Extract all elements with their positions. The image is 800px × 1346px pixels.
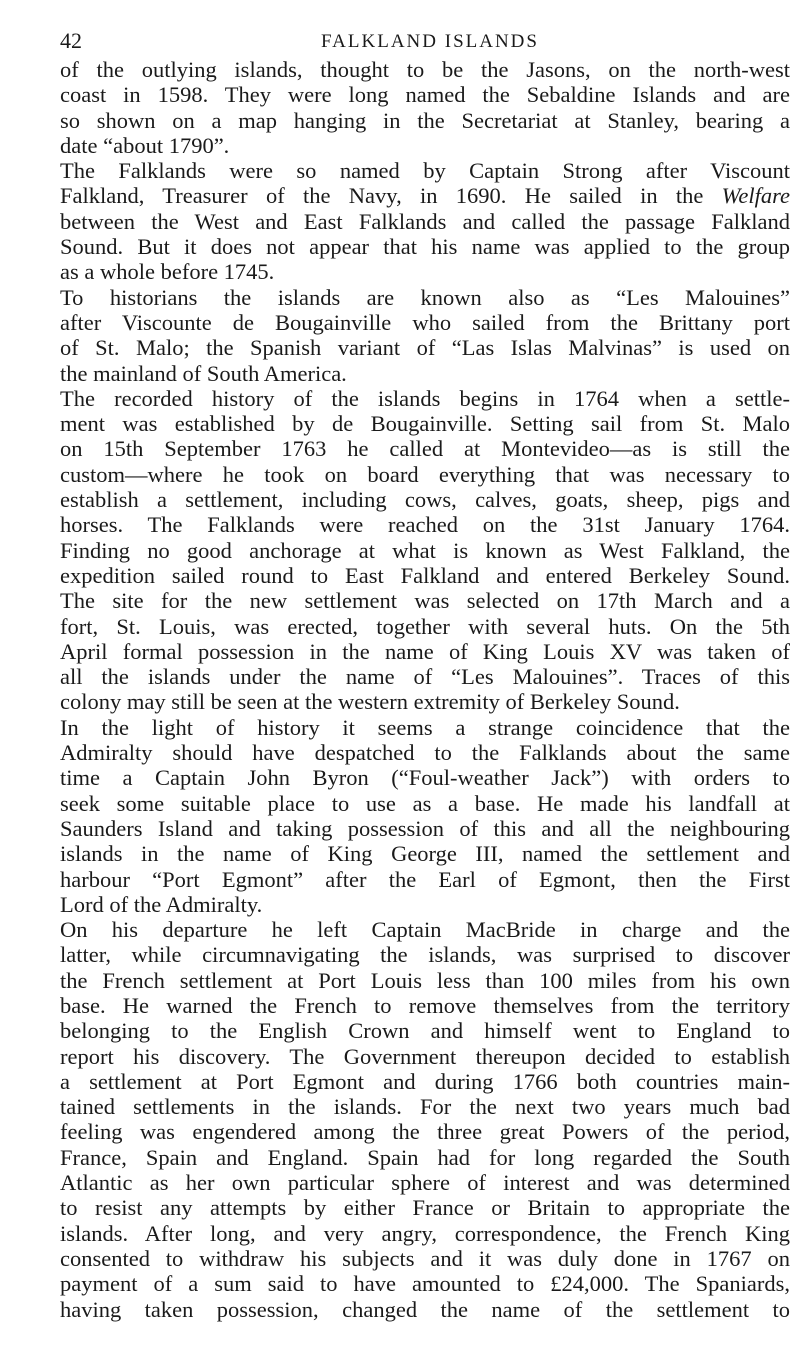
text-line [60, 1119, 790, 1144]
text-line [60, 335, 790, 360]
line-text: feeling was engendered among the three great Powers of the period, [60, 1119, 790, 1145]
paragraph [60, 917, 790, 1322]
line-text: Saunders Island and taking possession of this and all the neighbouring [60, 815, 790, 841]
text-line [60, 715, 790, 740]
line-text: so shown on a map hanging in the Secretariat at Stanley, bearing a [60, 107, 790, 133]
line-text: the mainland of South America. [60, 360, 347, 386]
text-line [60, 993, 790, 1018]
text-line [60, 664, 790, 689]
line-text: report his discovery. The Government thereupon decided to establish [60, 1043, 790, 1069]
line-text: Lord of the Admiralty. [60, 891, 263, 917]
line-text: islands. After long, and very angry, correspondence, the French King [60, 1220, 790, 1246]
text-line [60, 740, 790, 765]
text-line [60, 133, 790, 158]
ship-name: Welfare [721, 183, 790, 209]
text-line [60, 1094, 790, 1119]
text-line [60, 1170, 790, 1195]
line-text: horses. The Falklands were reached on the 31st January 1764. [60, 512, 790, 538]
line-text: The Falklands were so named by Captain Strong after Viscount [60, 158, 790, 184]
line-text: fort, St. Louis, was erected, together with several huts. On the 5th [60, 613, 790, 639]
paragraph [60, 715, 790, 917]
text-line [60, 1195, 790, 1220]
line-text: having taken possession, changed the name of the settlement to [60, 1296, 790, 1322]
text-line [60, 867, 790, 892]
text-line [60, 310, 790, 335]
line-text: colony may still be seen at the western extremity of Berkeley Sound. [60, 689, 680, 715]
line-text: In the light of history it seems a strange coincidence that the [60, 714, 790, 740]
line-text: Admiralty should have despatched to the Falklands about the same [60, 740, 790, 766]
text-line [60, 1271, 790, 1296]
text-line [60, 689, 790, 714]
text-line [60, 614, 790, 639]
line-text: belonging to the English Crown and himself went to England to [60, 1018, 790, 1044]
text-line [60, 386, 790, 411]
line-text: between the West and East Falklands and called the passage Falkland [60, 208, 790, 234]
line-text: To historians the islands are known also as “Les Malouines” [60, 284, 790, 310]
text-line [60, 285, 790, 310]
text-line [60, 436, 790, 461]
line-text: date “about 1790”. [60, 132, 230, 158]
line-text: custom—where he took on board everything that was necessary to [60, 461, 790, 487]
text-line [60, 1069, 790, 1094]
line-text: tained settlements in the islands. For the next two years much bad [60, 1094, 790, 1120]
text-line [60, 588, 790, 613]
text-line [60, 791, 790, 816]
line-text: Sound. But it does not appear that his name was applied to the group [60, 234, 790, 260]
line-text: on 15th September 1763 he called at Montevideo—as is still the [60, 436, 790, 462]
line-text: payment of a sum said to have amounted to £24,000. The Spaniards, [60, 1271, 790, 1297]
text-line [60, 108, 790, 133]
line-text: ment was established by de Bougainville. Setting sail from St. Malo [60, 411, 790, 437]
line-text: coast in 1598. They were long named the Sebaldine Islands and are [60, 82, 790, 108]
text-line [60, 917, 790, 942]
text-line [60, 487, 790, 512]
text-line [60, 209, 790, 234]
line-text: France, Spain and England. Spain had for long regarded the South [60, 1144, 790, 1170]
text-line [60, 563, 790, 588]
text-line [60, 1297, 790, 1322]
line-text: consented to withdraw his subjects and it was duly done in 1767 on [60, 1245, 790, 1271]
line-text: a settlement at Port Egmont and during 1766 both countries main- [60, 1068, 790, 1094]
text-line [60, 538, 790, 563]
paragraph [60, 57, 790, 158]
paragraph [60, 285, 790, 386]
text-line [60, 57, 790, 82]
line-text: time a Captain John Byron (“Foul-weather Jack”) with orders to [60, 765, 790, 791]
line-text: of St. Malo; the Spanish variant of “Las Islas Malvinas” is used on [60, 335, 790, 361]
line-text: harbour “Port Egmont” after the Earl of Egmont, then the First [60, 866, 790, 892]
line-text: Finding no good anchorage at what is known as West Falkland, the [60, 537, 790, 563]
page-number: 42 [60, 28, 82, 53]
text-line [60, 942, 790, 967]
running-head: FALKLAND ISLANDS [321, 31, 539, 52]
line-text: Falkland, Treasurer of the Navy, in 1690. He sailed in the [60, 183, 722, 209]
text-line [60, 1145, 790, 1170]
text-line [60, 1018, 790, 1043]
line-text: of the outlying islands, thought to be the Jasons, on the north-west [60, 57, 790, 82]
text-line [60, 841, 790, 866]
line-text: the French settlement at Port Louis less than 100 miles from his own [60, 967, 790, 993]
line-text: establish a settlement, including cows, calves, goats, sheep, pigs and [60, 487, 790, 513]
page-header [60, 28, 790, 56]
text-line [60, 1044, 790, 1069]
text-line [60, 462, 790, 487]
text-line [60, 259, 790, 284]
line-text: Atlantic as her own particular sphere of interest and was determined [60, 1170, 790, 1196]
line-text: all the islands under the name of “Les Malouines”. Traces of this [60, 664, 790, 690]
text-line [60, 234, 790, 259]
line-text: On his departure he left Captain MacBride in charge and the [60, 917, 790, 943]
line-text: islands in the name of King George III, named the settlement and [60, 841, 790, 867]
line-text: base. He warned the French to remove themselves from the territory [60, 992, 790, 1018]
paragraph [60, 386, 790, 715]
text-line [60, 1221, 790, 1246]
line-text: seek some suitable place to use as a base. He made his landfall at [60, 790, 790, 816]
text-line [60, 183, 790, 208]
text-line [60, 512, 790, 537]
line-text: as a whole before 1745. [60, 259, 275, 285]
line-text: after Viscounte de Bougainville who sailed from the Brittany port [60, 309, 790, 335]
line-text: expedition sailed round to East Falkland and entered Berkeley Sound. [60, 562, 790, 588]
line-text: April formal possession in the name of King Louis XV was taken of [60, 638, 790, 664]
text-line [60, 1246, 790, 1271]
text-line [60, 411, 790, 436]
body-text [60, 57, 790, 1322]
line-text: The recorded history of the islands begins in 1764 when a settle- [60, 385, 790, 411]
text-line [60, 968, 790, 993]
text-line [60, 158, 790, 183]
text-line [60, 765, 790, 790]
text-line [60, 816, 790, 841]
line-text: to resist any attempts by either France or Britain to appropriate the [60, 1195, 790, 1221]
line-text: latter, while circumnavigating the islands, was surprised to discover [60, 942, 790, 968]
text-line [60, 82, 790, 107]
text-line [60, 361, 790, 386]
line-text: The site for the new settlement was selected on 17th March and a [60, 588, 790, 614]
text-line [60, 639, 790, 664]
paragraph [60, 158, 790, 284]
text-line [60, 892, 790, 917]
